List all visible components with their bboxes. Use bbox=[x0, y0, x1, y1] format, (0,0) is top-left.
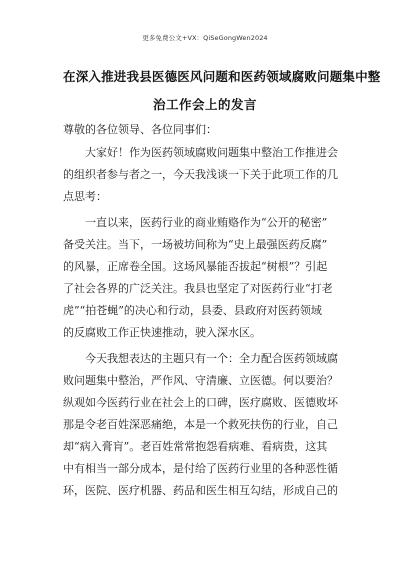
body-line: 大家好！作为医药领域腐败问题集中整治工作推进会 bbox=[85, 146, 338, 159]
body-line: 了社会各界的广泛关注。我县也坚定了对医药行业“打老 bbox=[63, 282, 333, 295]
body-line: 的风暴，正席卷全国。这场风暴能否拔起“树根”？引起 bbox=[63, 260, 328, 273]
header-note: 更多免费公文+VX：QiSeGongWen2024 bbox=[142, 34, 268, 42]
salutation: 尊敬的各位领导、各位同事们： bbox=[63, 123, 217, 136]
body-line: 中有相当一部分成本，是付给了医药行业里的各种恶性循 bbox=[63, 462, 338, 475]
body-line: 的组织者参与者之一，今天我浅谈一下关于此项工作的几 bbox=[63, 168, 338, 181]
body-line: 一直以来，医药行业的商业贿赂作为“公开的秘密” bbox=[85, 216, 328, 229]
title-line-2: 治工作会上的发言 bbox=[152, 97, 257, 112]
body-line: 那是令老百姓深恶痛绝，本是一个救死扶伤的行业，自己 bbox=[63, 418, 338, 431]
body-line: 的反腐败工作正快速推动，驶入深水区。 bbox=[63, 326, 261, 339]
body-line: 环，医院、医疗机器、药品和医生相互勾结，形成自己的 bbox=[63, 484, 338, 497]
body-line: 败问题集中整治，严作风、守清廉、立医德。何以要治？ bbox=[63, 374, 338, 387]
body-line: 虎”“拍苍蝇”的决心和行动，县委、县政府对医药领域 bbox=[63, 304, 322, 317]
body-line: 今天我想表达的主题只有一个：全力配合医药领域腐 bbox=[85, 352, 338, 365]
body-line: 纵观如今医药行业在社会上的口碑，医疗腐败、医德败坏 bbox=[63, 396, 338, 409]
body-line: 点思考： bbox=[63, 190, 107, 203]
body-line: 却“病入膏肓”。老百姓常常抱怨看病难、看病贵，这其 bbox=[63, 440, 328, 453]
title-line-1: 在深入推进我县医德医风问题和医药领域腐败问题集中整 bbox=[63, 69, 381, 84]
body-line: 备受关注。当下，一场被坊间称为“史上最强医药反腐” bbox=[63, 238, 328, 251]
